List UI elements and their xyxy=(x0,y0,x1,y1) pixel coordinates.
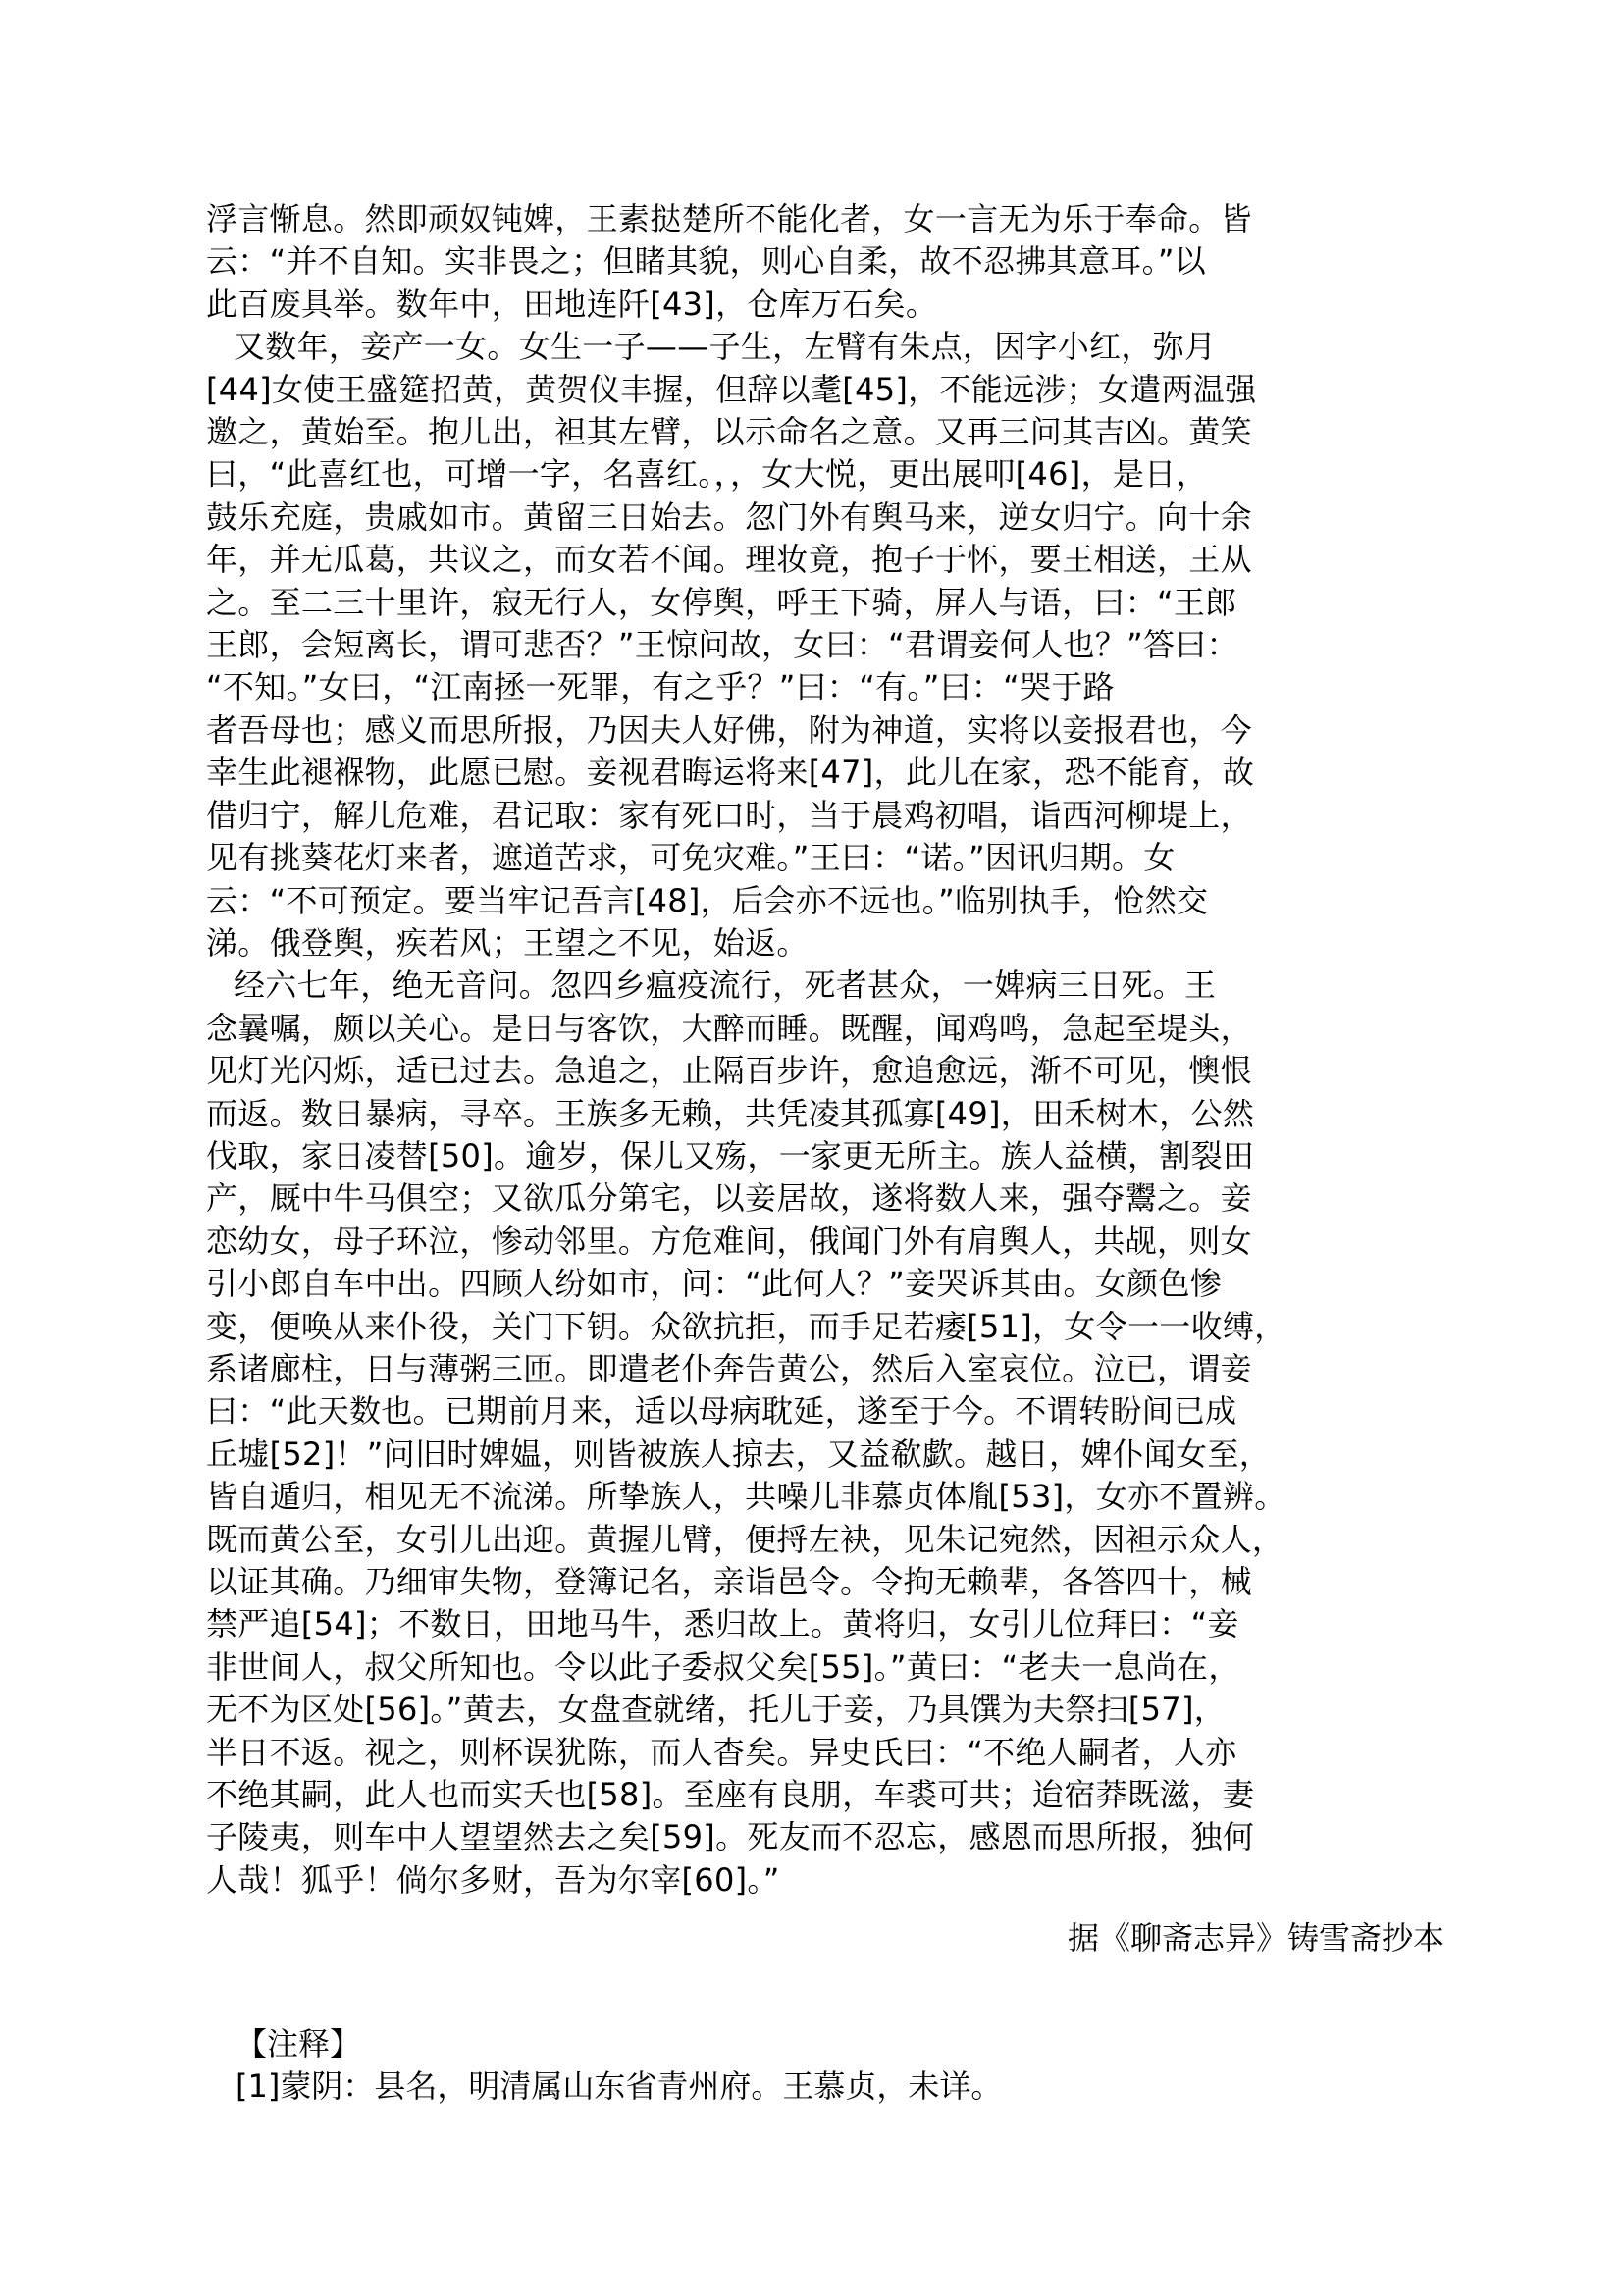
text-line: 涕。俄登舆，疾若风；王望之不见，始返。 xyxy=(206,923,809,962)
text-line: 念曩嘱，颇以关心。是日与客饮，大醉而睡。既醒，闻鸡鸣，急起至堤头， xyxy=(206,1009,1252,1047)
text-line: 鼓乐充庭，贵戚如市。黄留三日始去。忽门外有舆马来，逆女归宁。向十余 xyxy=(206,497,1252,536)
text-line: 丘墟[52]！”问旧时婢媪，则皆被族人掠去，又益欷歔。越日，婢仆闻女至， xyxy=(206,1434,1272,1473)
text-line: 云：“不可预定。要当牢记吾言[48]，后会亦不远也。”临别执手，怆然交 xyxy=(206,881,1209,919)
text-line: 经六七年，绝无音问。忽四乡瘟疫流行，死者甚众，一婢病三日死。王 xyxy=(234,966,1217,1005)
text-line: 又数年，妾产一女。女生一子——子生，左臂有朱点，因字小红，弥月 xyxy=(234,328,1217,366)
text-line: “不知。”女曰，“江南拯一死罪，有之乎？”曰：“有。”曰：“哭于路 xyxy=(206,668,1115,706)
text-column xyxy=(206,198,1444,2108)
note-line: [1]蒙阴：县名，明清属山东省青州府。王慕贞，未详。 xyxy=(236,2067,1003,2106)
text-line: 恋幼女，母子环泣，惨动邻里。方危难间，俄闻门外有肩舆人，共觇，则女 xyxy=(206,1222,1252,1260)
text-line: 见灯光闪烁，适已过去。急追之，止隔百步许，愈追愈远，渐不可见，懊恨 xyxy=(206,1052,1252,1090)
text-line: 浮言惭息。然即顽奴钝婢，王素挞楚所不能化者，女一言无为乐于奉命。皆 xyxy=(206,200,1252,237)
text-line: 子陵夷，则车中人望望然去之矣[59]。死友而不忍忘，感恩而思所报，独何 xyxy=(206,1818,1255,1856)
text-line: 云：“并不自知。实非畏之；但睹其貌，则心自柔，故不忍拂其意耳。”以 xyxy=(206,242,1207,281)
text-line: 而返。数日暴病，寻卒。王族多无赖，共凭凌其孤寡[49]，田禾树木，公然 xyxy=(206,1094,1255,1132)
text-line: 借归宁，解儿危难，君记取：家有死口时，当于晨鸡初唱，诣西河柳堤上， xyxy=(206,796,1252,834)
text-line: 皆自遁归，相见无不流涕。所挚族人，共噪儿非慕贞体胤[53]，女亦不置辨。 xyxy=(206,1478,1286,1516)
text-line: 非世间人，叔父所知也。令以此子委叔父矣[55]。”黄曰：“老夫一息尚在， xyxy=(206,1647,1240,1686)
text-line: 曰，“此喜红也，可增一字，名喜红。，，女大悦，更出展叩[46]，是日， xyxy=(206,455,1208,494)
text-line: 半日不返。视之，则杯误犹陈，而人杳矣。异史氏曰：“不绝人嗣者，人亦 xyxy=(206,1733,1237,1771)
text-line: 伐取，家日凌替[50]。逾岁，保儿又殇，一家更无所主。族人益横，割裂田 xyxy=(206,1136,1255,1174)
text-line: 禁严追[54]；不数日，田地马牛，悉归故上。黄将归，女引儿位拜曰：“妾 xyxy=(206,1605,1239,1643)
text-line: 幸生此褪褓物，此愿已慰。妾视君晦运将来[47]，此儿在家，恐不能育，故 xyxy=(206,754,1255,792)
text-line: 曰：“此天数也。已期前月来，适以母病耽延，遂至于今。不谓转盼间已成 xyxy=(206,1392,1237,1431)
body-text xyxy=(206,198,1444,1902)
text-line: 引小郎自车中出。四顾人纷如市，问：“此何人？”妾哭诉其由。女颜色惨 xyxy=(206,1265,1223,1303)
text-line: 不绝其嗣，此人也而实夭也[58]。至座有良朋，车裘可共；迨宿莽既滋，妻 xyxy=(206,1776,1255,1814)
text-line: [44]女使王盛筵招黄，黄贺仪丰握，但辞以耄[45]，不能远涉；女遣两温强 xyxy=(206,370,1257,408)
attribution: 据《聊斋志异》铸雪斋抄本 xyxy=(1067,1919,1444,1957)
text-line: 以证其确。乃细审失物，登簿记名，亲诣邑令。令拘无赖辈，各答四十，械 xyxy=(206,1563,1252,1600)
text-line: 见有挑葵花灯来者，遮道苦求，可免灾难。”王曰：“诺。”因讯归期。女 xyxy=(206,839,1176,877)
text-line: 此百废具举。数年中，田地连阡[43]，仓库万石矣。 xyxy=(206,285,938,323)
text-line: 人哉！狐乎！倘尔多财，吾为尔宰[60]。” xyxy=(206,1860,780,1899)
text-line: 王郎，会短离长，谓可悲否？”王惊问故，女曰：“君谓妾何人也？”答曰： xyxy=(206,626,1238,664)
text-line: 变，便唤从来仆役，关门下钥。众欲抗拒，而手足若痿[51]，女令一一收缚， xyxy=(206,1307,1286,1345)
text-line: 邀之，黄始至。抱儿出，袒其左臂，以示命名之意。又再三问其吉凶。黄笑 xyxy=(206,413,1252,451)
text-line: 产，厩中牛马俱空；又欲瓜分第宅，以妾居故，遂将数人来，强夺鬻之。妾 xyxy=(206,1179,1252,1218)
text-line: 年，并无瓜葛，共议之，而女若不闻。理妆竟，抱子于怀，要王相送，王从 xyxy=(206,541,1252,579)
text-line: 无不为区处[56]。”黄去，女盘查就绪，托儿于妾，乃具馔为夫祭扫[57]， xyxy=(206,1691,1227,1729)
notes-header: 【注释】 xyxy=(236,2024,362,2062)
text-line: 者吾母也；感义而思所报，乃因夫人好佛，附为神道，实将以妾报君也，今 xyxy=(206,710,1252,749)
text-line: 系诸廊柱，日与薄粥三匝。即遣老仆奔告黄公，然后入室哀位。泣已，谓妾 xyxy=(206,1349,1252,1387)
text-line: 之。至二三十里许，寂无行人，女停舆，呼王下骑，屏人与语，曰：“王郎 xyxy=(206,583,1237,621)
text-line: 既而黄公至，女引儿出迎。黄握儿臂，便捋左袂，见朱记宛然，因袒示众人， xyxy=(206,1520,1284,1558)
